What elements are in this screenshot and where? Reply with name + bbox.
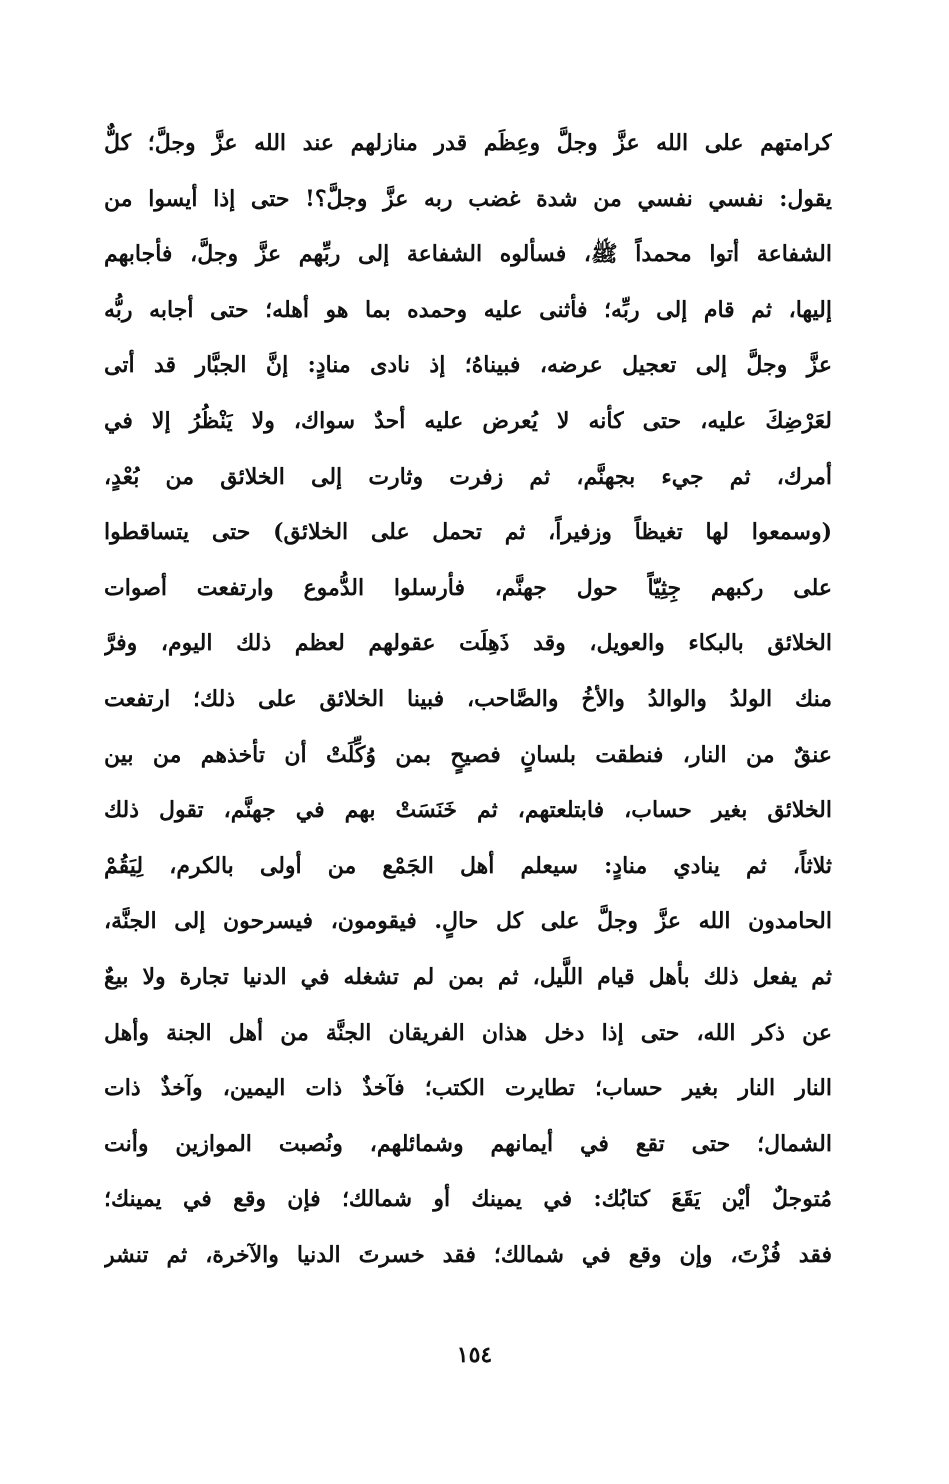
- page-number: ١٥٤: [456, 1342, 493, 1368]
- body-text: [104, 116, 832, 1283]
- text-line: مُتوجلٌ أيْن يَقَعَ كتابُك: في يمينك أو شمالك؛ فإن وقع في يمينك؛: [104, 1186, 832, 1213]
- text-line: الشمال؛ حتى تقع في أيمانهم وشمائلهم، ونُصبت الموازين وأنت: [104, 1130, 832, 1157]
- text-line: (وسمعوا لها تغيظاً وزفيراً، ثم تحمل على الخلائق) حتى يتساقطوا: [104, 519, 832, 546]
- text-line: النار النار بغير حساب؛ تطايرت الكتب؛ فآخذٌ ذات اليمين، وآخذٌ ذات: [104, 1075, 832, 1102]
- text-line: الحامدون الله عزَّ وجلَّ على كل حالٍ. فيقومون، فيسرحون إلى الجنَّة،: [104, 908, 832, 935]
- text-line: كرامتهم على الله عزَّ وجلَّ وعِظَم قدر منازلهم عند الله عزَّ وجلَّ؛ كلٌّ: [104, 130, 832, 156]
- text-line: عن ذكر الله، حتى إذا دخل هذان الفريقان الجنَّة من أهل الجنة وأهل: [104, 1019, 832, 1046]
- text-line: ثلاثاً، ثم ينادي منادٍ: سيعلم أهل الجَمْع من أولى بالكرم، لِيَقُمْ: [104, 852, 832, 879]
- text-line: يقول: نفسي نفسي من شدة غضب ربه عزَّ وجلَّ؟! حتى إذا أيسوا من: [104, 185, 832, 212]
- text-line: فقد فُزْتَ، وإن وقع في شمالك؛ فقد خسرتَ الدنيا والآخرة، ثم تنشر: [104, 1241, 832, 1268]
- text-line: عنقٌ من النار، فنطقت بلسانٍ فصيحٍ بمن وُكِّلَتْ أن تأخذهم من بين: [104, 741, 832, 768]
- text-line: على ركبهم جِثِيّاً حول جهنَّم، فأرسلوا الدُّموع وارتفعت أصوات: [104, 574, 832, 601]
- text-line: لعَرْضِكَ عليه، حتى كأنه لا يُعرض عليه أحدٌ سواك، ولا يَنْظُرُ إلا في: [104, 407, 832, 434]
- text-line: إليها، ثم قام إلى ربِّه؛ فأثنى عليه وحمده بما هو أهله؛ حتى أجابه ربُّه: [104, 296, 832, 323]
- text-line: أمرك، ثم جيء بجهنَّم، ثم زفرت وثارت إلى الخلائق من بُعْدٍ،: [104, 463, 832, 490]
- text-line: الخلائق بغير حساب، فابتلعتهم، ثم خَنَسَتْ بهم في جهنَّم، تقول ذلك: [104, 797, 832, 824]
- text-line: الخلائق بالبكاء والعويل، وقد ذَهِلَت عقولهم لعظم ذلك اليوم، وفرَّ: [104, 630, 832, 657]
- text-line: ثم يفعل ذلك بأهل قيام اللَّيل، ثم بمن لم تشغله في الدنيا تجارة ولا بيعٌ: [104, 963, 832, 990]
- text-line: عزَّ وجلَّ إلى تعجيل عرضه، فبيناهُ؛ إذ نادى منادٍ: إنَّ الجبَّار قد أتى: [104, 352, 832, 379]
- text-line: الشفاعة أتوا محمداً ﷺ، فسألوه الشفاعة إلى ربِّهم عزَّ وجلَّ، فأجابهم: [104, 241, 832, 268]
- text-line: منك الولدُ والوالدُ والأخُ والصَّاحب، فبينا الخلائق على ذلك؛ ارتفعت: [104, 685, 832, 712]
